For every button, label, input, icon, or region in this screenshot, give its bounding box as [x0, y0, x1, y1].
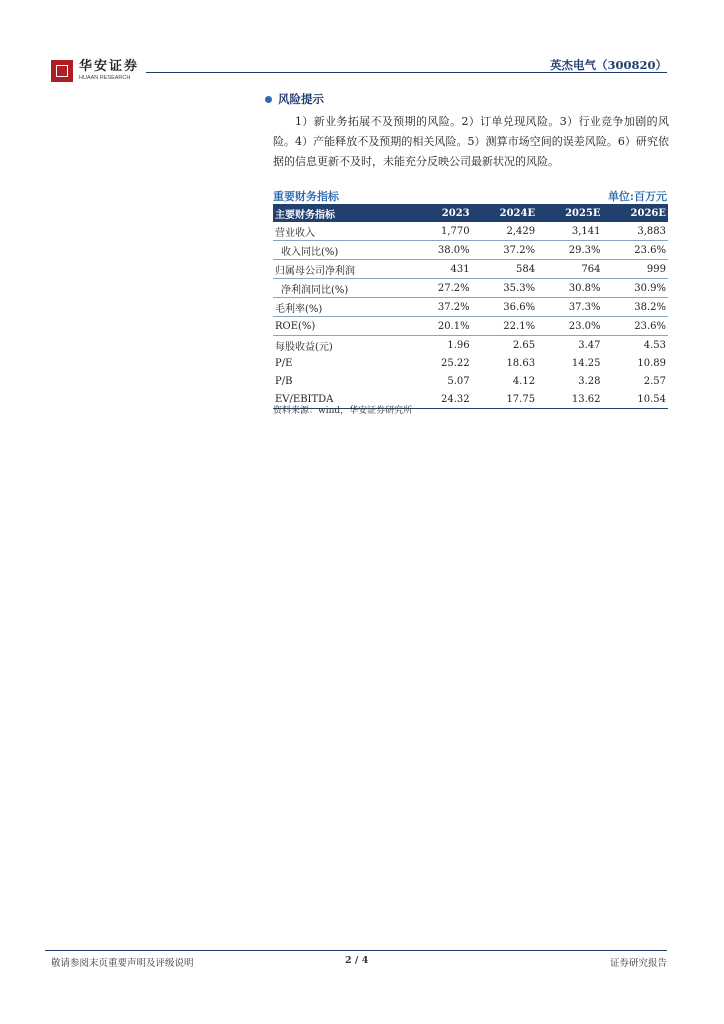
cell: 23.6% — [603, 317, 668, 336]
row-label: P/B — [275, 375, 293, 387]
cell: 1,770 — [412, 222, 471, 241]
cell: 22.1% — [472, 317, 537, 336]
table-caption — [273, 188, 667, 204]
table-row — [273, 260, 668, 279]
row-label: EV/EBITDA — [273, 390, 412, 409]
company-title: 英杰电气（300820） — [549, 58, 667, 72]
table-row — [273, 222, 668, 241]
table-header-cell: 2026E — [603, 204, 668, 222]
cell: 29.3% — [537, 241, 602, 260]
cell: 13.62 — [537, 390, 602, 409]
cell: 2.57 — [643, 375, 666, 387]
page-number: 2 / 4 — [345, 955, 369, 966]
row-label: 营业收入 — [273, 222, 412, 241]
cell: 36.6% — [472, 298, 537, 317]
cell: 764 — [537, 260, 602, 279]
cell: 38.2% — [603, 298, 668, 317]
table-row — [273, 372, 668, 390]
table-row — [273, 317, 668, 336]
cell: 3,883 — [603, 222, 668, 241]
cell: 37.2% — [472, 241, 537, 260]
cell: 27.2% — [412, 279, 471, 298]
cell: 10.54 — [603, 390, 668, 409]
footer-disclaimer: 敬请参阅末页重要声明及评级说明 — [51, 958, 194, 969]
cell: 999 — [603, 260, 668, 279]
cell: 5.07 — [447, 375, 470, 387]
cell: 17.75 — [472, 390, 537, 409]
table-header-cell: 2025E — [537, 204, 602, 222]
row-label: 归属母公司净利润 — [273, 260, 412, 279]
cell: 431 — [412, 260, 471, 279]
table-row — [273, 279, 668, 298]
table-row — [273, 241, 668, 260]
cell: 10.89 — [637, 357, 666, 369]
cell: 584 — [472, 260, 537, 279]
risk-paragraph: 1）新业务拓展不及预期的风险。2）订单兑现风险。3）行业竞争加剧的风险。4）产能释放不及预期的相关风险。5）测算市场空间的误差风险。6）研究依据的信息更新不及时，未能充分反映公司最新状况的风险。 — [273, 115, 669, 168]
cell: 2.65 — [512, 339, 536, 351]
cell: 23.6% — [603, 241, 668, 260]
cell: 25.22 — [440, 357, 470, 369]
table-header-cell: 2024E — [472, 204, 537, 222]
cell: 30.8% — [537, 279, 602, 298]
header-divider — [146, 72, 667, 73]
row-label: 每股收益(元) — [275, 341, 333, 353]
table-header-row — [273, 204, 668, 222]
logo-name-en: HUAAN RESEARCH — [79, 75, 131, 81]
table-unit: 单位:百万元 — [607, 190, 667, 203]
cell: 1.96 — [447, 339, 470, 351]
table-row — [273, 298, 668, 317]
table-row — [273, 354, 668, 372]
cell: 14.25 — [571, 357, 601, 369]
cell: 24.32 — [412, 390, 471, 409]
cell: 30.9% — [603, 279, 668, 298]
cell: 18.63 — [506, 357, 536, 369]
bullet-icon — [265, 96, 272, 103]
risk-section-title — [265, 91, 324, 107]
row-label: 净利润同比(%) — [273, 279, 412, 298]
cell: 3.28 — [578, 375, 601, 387]
table-source: 资料来源：wind，华安证券研究所 — [273, 406, 413, 416]
cell: 2,429 — [472, 222, 537, 241]
footer-report-type: 证券研究报告 — [609, 958, 667, 969]
cell: 4.53 — [643, 339, 666, 351]
cell: 3.47 — [578, 339, 601, 351]
row-label: P/E — [275, 357, 293, 369]
cell: 35.3% — [472, 279, 537, 298]
footer-divider — [45, 950, 667, 951]
logo — [51, 60, 139, 82]
cell: 37.3% — [537, 298, 602, 317]
table-caption-title: 重要财务指标 — [273, 190, 339, 203]
table-header-cell: 2023 — [412, 204, 471, 222]
table-row — [273, 336, 668, 355]
financial-table — [273, 204, 668, 409]
cell: 20.1% — [412, 317, 471, 336]
cell: 38.0% — [412, 241, 471, 260]
risk-title-text: 风险提示 — [278, 92, 324, 106]
cell: 37.2% — [412, 298, 471, 317]
logo-icon — [51, 60, 73, 82]
cell: 23.0% — [537, 317, 602, 336]
table-header-cell: 主要财务指标 — [273, 204, 412, 222]
row-label: 毛利率(%) — [273, 298, 412, 317]
logo-name-cn: 华安证券 — [79, 59, 140, 74]
row-label: ROE(%) — [273, 317, 412, 336]
cell: 3,141 — [537, 222, 602, 241]
cell: 4.12 — [512, 375, 536, 387]
row-label: 收入同比(%) — [273, 241, 412, 260]
